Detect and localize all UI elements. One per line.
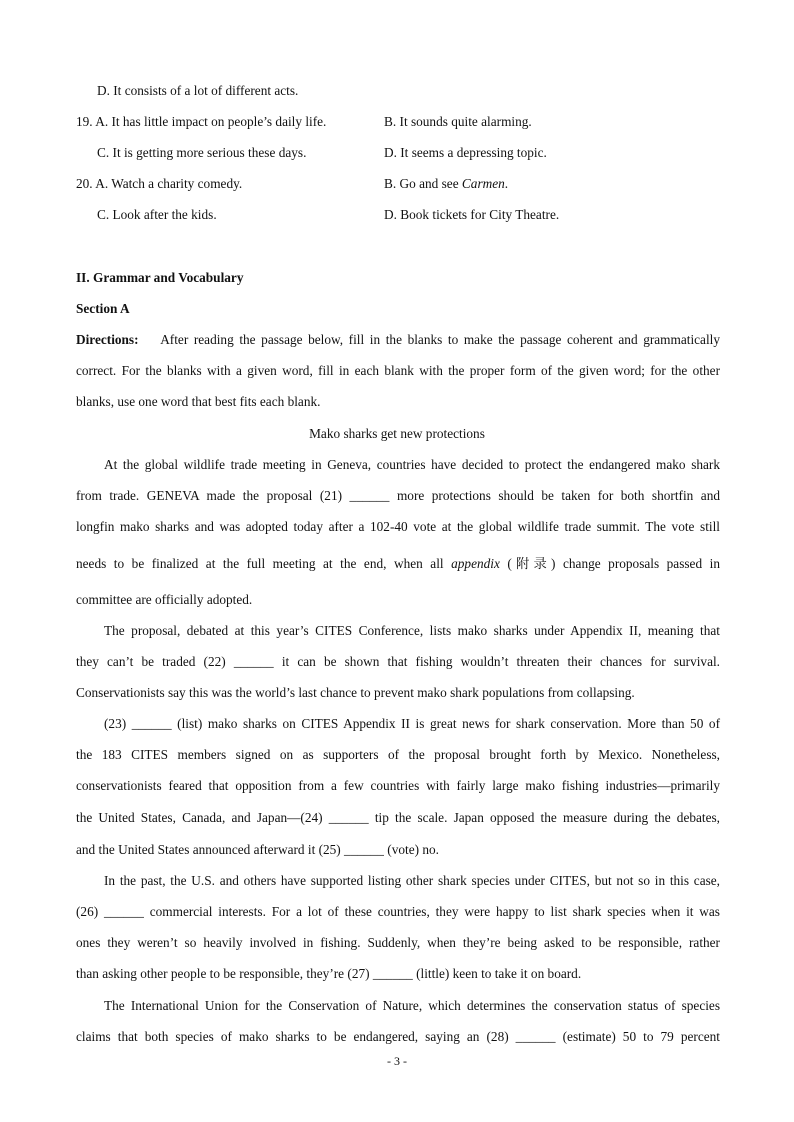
option-19c: C. It is getting more serious these days. bbox=[97, 145, 307, 160]
option-20a: 20. A. Watch a charity comedy. bbox=[76, 176, 243, 191]
directions-label: Directions: bbox=[76, 332, 139, 347]
passage-line: longfin mako sharks and was adopted today after a 102-40 vote at the global wildlife trade summit. The vote still bbox=[76, 519, 720, 534]
passage-line: the 183 CITES members signed on as supporters of the proposal brought forth by Mexico. Nonetheless, bbox=[76, 747, 720, 762]
passage-line: and the United States announced afterward it (25) ______ (vote) no. bbox=[76, 842, 439, 857]
passage-line: In the past, the U.S. and others have supported listing other shark species under CITES, but not so in this case, bbox=[104, 873, 720, 888]
passage-line: conservationists feared that opposition from a few countries with fairly large mako fishing industries—primarily bbox=[76, 778, 720, 793]
option-20c: C. Look after the kids. bbox=[97, 207, 217, 222]
directions-line-3: blanks, use one word that best fits each blank. bbox=[76, 394, 321, 409]
passage-title: Mako sharks get new protections bbox=[309, 426, 485, 441]
directions-line-1: Directions: After reading the passage below, fill in the blanks to make the passage coherent and grammatically bbox=[76, 332, 720, 347]
section-heading: II. Grammar and Vocabulary bbox=[76, 270, 244, 285]
option-20d: D. Book tickets for City Theatre. bbox=[384, 207, 560, 222]
passage-line: ones they weren’t so heavily involved in fishing. Suddenly, when they’re being asked to be responsible, rather bbox=[76, 935, 720, 950]
passage-line: needs to be finalized at the full meeting at the end, when all appendix (附录) change proposals passed in bbox=[76, 556, 720, 571]
passage-line: they can’t be traded (22) ______ it can be shown that fishing wouldn’t threaten their chances for survival. bbox=[76, 654, 720, 669]
passage-line: The International Union for the Conservation of Nature, which determines the conservation status of species bbox=[104, 998, 720, 1013]
option-18d: D. It consists of a lot of different acts. bbox=[97, 83, 299, 98]
passage-line: (23) ______ (list) mako sharks on CITES Appendix II is great news for shark conservation. More than 50 of bbox=[104, 716, 720, 731]
passage-line: the United States, Canada, and Japan—(24) ______ tip the scale. Japan opposed the measure during the debates, bbox=[76, 810, 720, 825]
option-19d: D. It seems a depressing topic. bbox=[384, 145, 547, 160]
option-20b: B. Go and see Carmen. bbox=[384, 176, 509, 191]
passage-line: claims that both species of mako sharks to be endangered, saying an (28) ______ (estimate) 50 to 79 percent bbox=[76, 1029, 720, 1044]
section-sub-heading: Section A bbox=[76, 301, 130, 316]
passage-line: (26) ______ commercial interests. For a lot of these countries, they were happy to list shark species when it was bbox=[76, 904, 720, 919]
passage-line: committee are officially adopted. bbox=[76, 592, 253, 607]
passage-line: than asking other people to be responsible, they’re (27) ______ (little) keen to take it on board. bbox=[76, 966, 582, 981]
option-19b: B. It sounds quite alarming. bbox=[384, 114, 532, 129]
passage-line: The proposal, debated at this year’s CITES Conference, lists mako sharks under Appendix II, meaning that bbox=[104, 623, 720, 638]
passage-line: At the global wildlife trade meeting in Geneva, countries have decided to protect the endangered mako shark bbox=[104, 457, 720, 472]
page-number: - 3 - bbox=[387, 1054, 407, 1068]
directions-line-2: correct. For the blanks with a given word, fill in each blank with the proper form of the given word; for the other bbox=[76, 363, 720, 378]
option-19a: 19. A. It has little impact on people’s daily life. bbox=[76, 114, 327, 129]
passage-line: from trade. GENEVA made the proposal (21) ______ more protections should be taken for both shortfin and bbox=[76, 488, 720, 503]
passage-line: Conservationists say this was the world’s last chance to prevent mako shark populations from collapsing. bbox=[76, 685, 635, 700]
